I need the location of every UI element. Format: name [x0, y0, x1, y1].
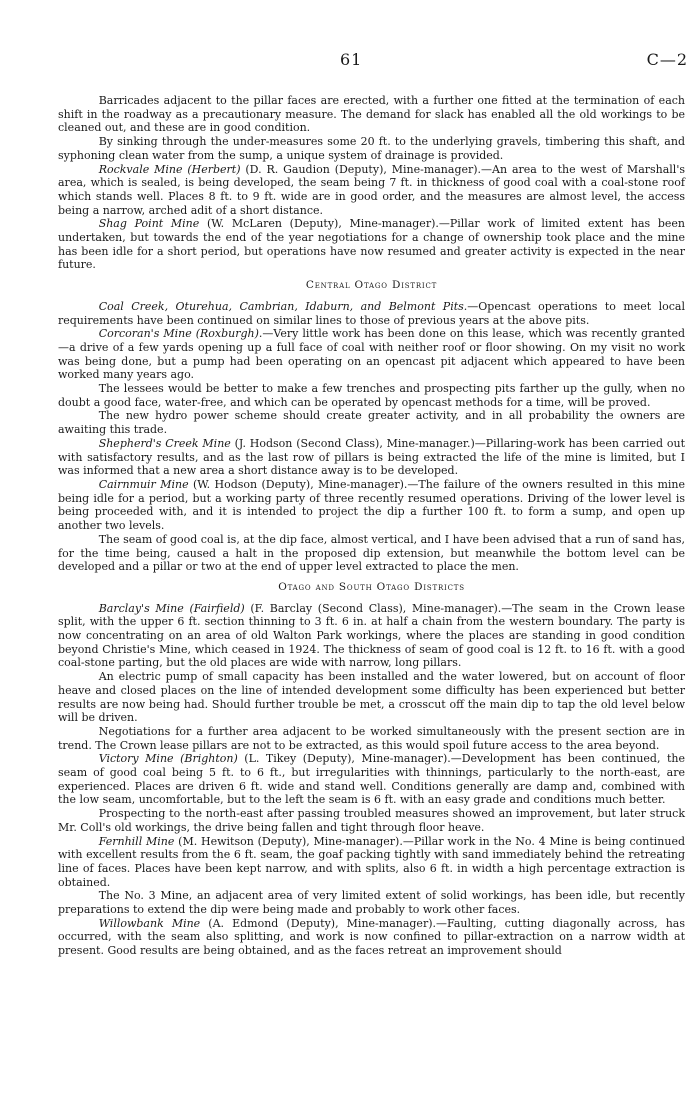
- mine-name: Corcoran's Mine (Roxburgh).: [98, 327, 263, 341]
- section-heading-central-otago: Central Otago District: [305, 279, 438, 292]
- paragraph-text: The seam of good coal is, at the dip face, almost vertical, and I have been advised that a run of sand has, for the time being, caused a halt in the proposed dip extension, but meanwhile the bottom level can be developed and a pillar or two at the end of upper level extracted to place the men.: [58, 532, 685, 574]
- paragraph: [58, 478, 685, 533]
- paragraph: [58, 917, 685, 958]
- page-number: 61: [340, 50, 363, 69]
- mine-name: Willowbank Mine: [98, 916, 201, 930]
- section-heading-otago-south-otago: Otago and South Otago Districts: [278, 580, 465, 593]
- paragraph: [58, 409, 685, 436]
- paragraph-text: —Opencast operations to meet local requirements have been continued on similar lines to those of previous years at the above pits.: [58, 299, 685, 327]
- paragraph: [58, 752, 685, 807]
- paragraph-text: (J. Hodson (Second Class), Mine-manager.)—Pillaring-work has been carried out with satisfactory results, and as the last row of pillars is being extracted the life of the mine is limited, but I was informed that a new area a short distance away is to be developed.: [58, 436, 685, 478]
- mine-name: Victory Mine (Brighton): [98, 752, 238, 766]
- paragraph: [58, 533, 685, 574]
- paragraph: [58, 300, 685, 327]
- paragraph-text: —Very little work has been done on this lease, which was recently granted—a drive of a few yards opening up a full face of coal with neither roof or floor showing. On my visit no work was being done, but a pump had been operating on an opencast pit adjacent which appeared to have been worked many years ago.: [58, 327, 685, 382]
- paragraph-text: (M. Hewitson (Deputy), Mine-manager).—Pillar work in the No. 4 Mine is being continued with excellent results from the 6 ft. seam, the goaf packing tightly with sand immediately behind the retreating line of faces. Places have been kept narrow, and with splits, also 6 ft. in width a high percentage extraction is obtained.: [58, 834, 685, 889]
- mine-name: Cairnmuir Mine: [98, 477, 189, 491]
- paragraph: [58, 602, 685, 671]
- paragraph: [58, 217, 685, 272]
- report-body: [58, 94, 685, 958]
- paragraph: [58, 725, 685, 752]
- paragraph-text: (L. Tikey (Deputy), Mine-manager).—Development has been continued, the seam of good coal being 5 ft. to 6 ft., but irregularities with thinnings, particularly to the north-east, are experienced. Places are driven 6 ft. wide and stand well. Conditions generally are damp and, combined with the low seam, uncomfortable, but to the left the seam is 6 ft. with an easy grade and conditions much better.: [58, 752, 686, 807]
- paragraph-text: By sinking through the under-measures some 20 ft. to the underlying gravels, timbering this shaft, and syphoning clean water from the sump, a unique system of drainage is provided.: [58, 135, 685, 162]
- paragraph-text: (D. R. Gaudion (Deputy), Mine-manager).—An area to the west of Marshall's area, which is sealed, is being developed, the seam being 7 ft. in thickness of good coal with a coal-stone roof which stands well. Places 8 ft. to 9 ft. wide are in good order, and the measures are almost level, the access being a narrow, arched adit of a short distance.: [58, 162, 685, 217]
- paragraph-text: The No. 3 Mine, an adjacent area of very limited extent of solid workings, has been idle, but recently preparations to extend the dip were being made and probably to work other faces.: [58, 889, 685, 917]
- mine-name: Shepherd's Creek Mine: [98, 436, 231, 450]
- mine-name: Fernhill Mine: [98, 834, 175, 848]
- report-code: C—2: [646, 50, 688, 69]
- paragraph: [58, 437, 685, 478]
- paragraph-text: (F. Barclay (Second Class), Mine-manager).—The seam in the Crown lease split, with the upper 6 ft. section thinning to 3 ft. 6 in. at half a chain from the western boundary. The party is now concentrating on an area of old Walton Park workings, where the places are standing in good condition beyond Christie's Mine, which ceased in 1924. The thickness of seam of good coal is 12 ft. to 16 ft. with a good coal-stone parting, but the old places are wide with narrow, long pillars.: [58, 601, 685, 670]
- mine-name: Rockvale Mine (Herbert): [98, 162, 241, 176]
- paragraph: [58, 94, 685, 135]
- mine-name: Coal Creek, Oturehua, Cambrian, Idaburn, and Belmont Pits.: [98, 299, 468, 313]
- paragraph: [58, 807, 685, 834]
- paragraph: [58, 670, 685, 725]
- paragraph-text: The lessees would be better to make a few trenches and prospecting pits farther up the gully, when no doubt a good face, water-free, and which can be operated by opencast methods for a time, will be proved.: [58, 382, 685, 409]
- paragraph: [58, 835, 685, 890]
- paragraph-text: Barricades adjacent to the pillar faces are erected, with a further one fitted at the termination of each shift in the roadway as a precautionary measure. The demand for slack has enabled all the old workings to be cleaned out, and these are in good condition.: [58, 94, 685, 135]
- paragraph: [58, 382, 685, 409]
- paragraph-text: (W. Hodson (Deputy), Mine-manager).—The failure of the owners resulted in this mine being idle for a period, but a working party of three recently resumed operations. Driving of the lower level is being proceeded with, and it is intended to project the dip a further 100 ft. to form a sump, and open up another two levels.: [58, 477, 685, 533]
- paragraph: [58, 889, 685, 916]
- paragraph-text: An electric pump of small capacity has been installed and the water lowered, but on account of floor heave and closed places on the line of intended development some difficulty has been experienced but better results are now being had. Should further trouble be met, a crosscut off the main dip to tap the old level below will be driven.: [58, 670, 685, 725]
- paragraph: [58, 327, 685, 382]
- paragraph: [58, 163, 685, 218]
- paragraph-text: The new hydro power scheme should create greater activity, and in all probability the owners are awaiting this trade.: [58, 409, 685, 437]
- paragraph-text: (W. McLaren (Deputy), Mine-manager).—Pillar work of limited extent has been undertaken, but towards the end of the year negotiations for a change of ownership took place and the mine has been idle for a short period, but operations have now resumed and greater activity is expected in the near future.: [58, 217, 685, 272]
- paragraph-text: Negotiations for a further area adjacent to be worked simultaneously with the present section are in trend. The Crown lease pillars are not to be extracted, as this would spoil future access to the area beyond.: [58, 724, 685, 752]
- paragraph-text: (A. Edmond (Deputy), Mine-manager).—Faulting, cutting diagonally across, has occurred, with the seam also splitting, and work is now confined to pillar-extraction on a narrow width at present. Good results are being obtained, and as the faces retreat an improvement should: [58, 916, 685, 958]
- mine-name: Barclay's Mine (Fairfield): [98, 601, 245, 615]
- paragraph: [58, 135, 685, 162]
- paragraph-text: Prospecting to the north-east after passing troubled measures showed an improvement, but later struck Mr. Coll's old workings, the drive being fallen and tight through floor heave.: [58, 807, 685, 834]
- mine-name: Shag Point Mine: [98, 217, 200, 231]
